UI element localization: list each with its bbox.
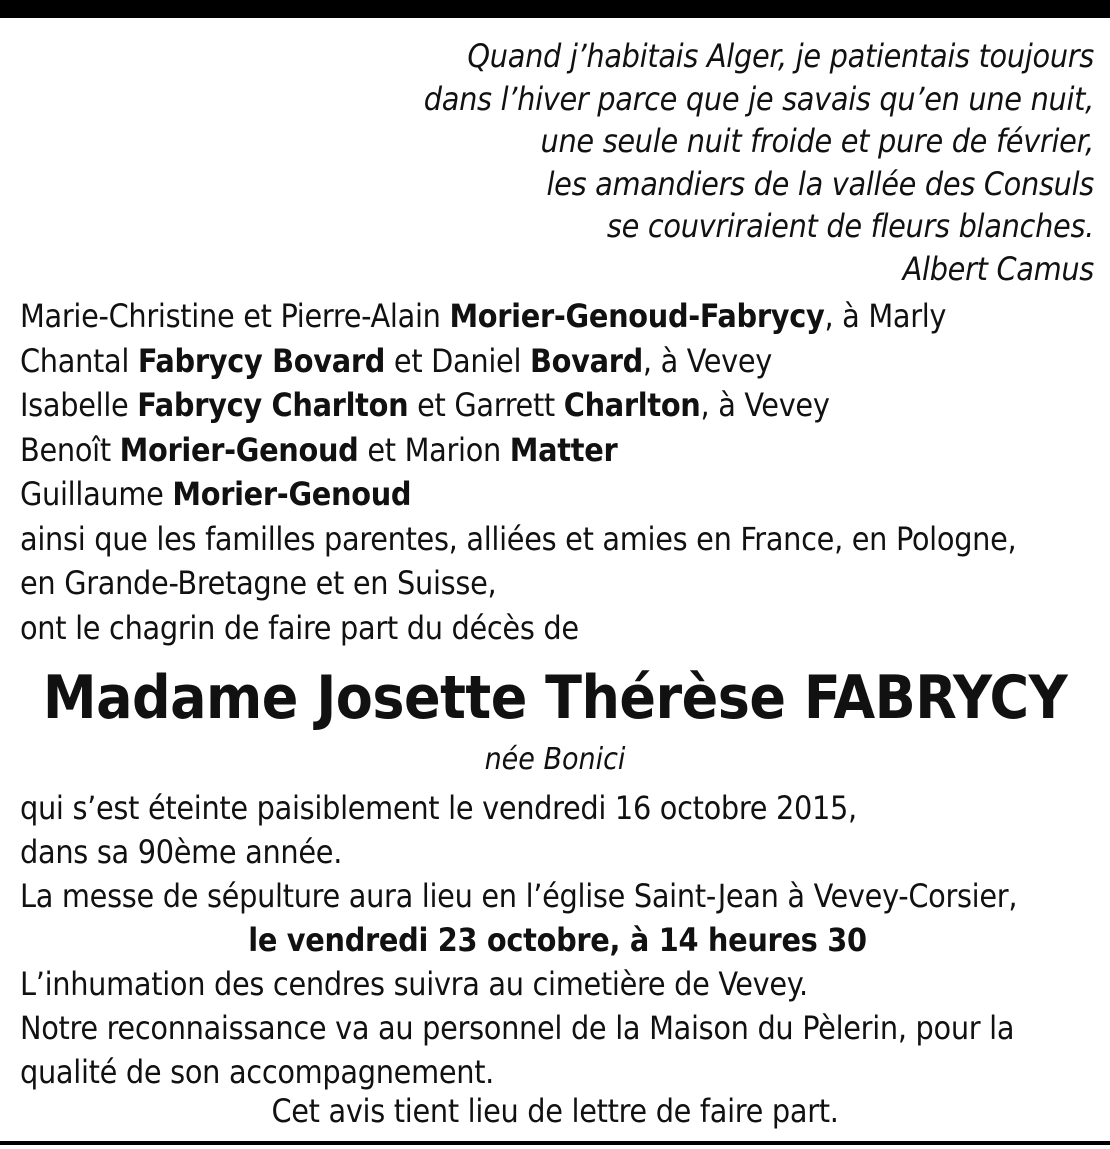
family-text-line: ainsi que les familles parentes, alliées et amies en France, en Pologne, — [20, 519, 1017, 558]
family-surname: Matter — [509, 430, 618, 469]
family-line: Benoît Morier-Genoud et Marion Matter — [20, 430, 618, 469]
family-line: Guillaume Morier-Genoud — [20, 475, 412, 513]
mass-line: La messe de sépulture aura lieu en l’église Saint-Jean à Vevey-Corsier, — [20, 877, 1018, 915]
maiden-name: née Bonici — [484, 742, 626, 777]
quote-line: les amandiers de la vallée des Consuls — [546, 164, 1094, 203]
age-line: dans sa 90ème année. — [20, 833, 343, 871]
family-line: Marie-Christine et Pierre-Alain Morier-Genoud-Fabrycy, à Marly — [20, 297, 947, 335]
family-surname: Morier-Genoud — [172, 475, 412, 513]
notice-body — [20, 786, 1095, 1094]
epigraph-quote — [194, 35, 1094, 290]
family-surname: Morier-Genoud-Fabrycy — [449, 297, 825, 335]
death-line: qui s’est éteinte paisiblement le vendredi 16 octobre 2015, — [20, 789, 857, 827]
family-surname: Charlton — [563, 386, 701, 424]
quote-line: dans l’hiver parce que je savais qu’en une nuit, — [423, 79, 1094, 118]
family-list — [20, 294, 1095, 650]
quote-line: une seule nuit froide et pure de février, — [540, 122, 1094, 160]
family-surname: Fabrycy Charlton — [137, 386, 409, 424]
family-line: Chantal Fabrycy Bovard et Daniel Bovard, à Vevey — [20, 341, 772, 380]
burial-line: L’inhumation des cendres suivra au cimetière de Vevey. — [20, 965, 808, 1003]
family-line: Isabelle Fabrycy Charlton et Garrett Charlton, à Vevey — [20, 386, 830, 424]
bottom-border-rule — [0, 1141, 1110, 1145]
top-border-rule — [0, 0, 1110, 18]
quote-line: Quand j’habitais Alger, je patientais toujours — [467, 37, 1094, 75]
family-text-line: en Grande-Bretagne et en Suisse, — [20, 564, 497, 602]
deceased-name: Madame Josette Thérèse FABRYCY — [42, 663, 1068, 733]
family-surname: Morier-Genoud — [119, 430, 359, 469]
family-text-line: ont le chagrin de faire part du décès de — [20, 608, 579, 647]
service-date-time: le vendredi 23 octobre, à 14 heures 30 — [248, 921, 867, 959]
family-surname: Fabrycy Bovard — [137, 341, 386, 380]
thanks-line: qualité de son accompagnement. — [20, 1053, 495, 1091]
family-surname: Bovard — [530, 341, 643, 380]
closing-line: Cet avis tient lieu de lettre de faire part. — [271, 1092, 839, 1130]
thanks-line: Notre reconnaissance va au personnel de la Maison du Pèlerin, pour la — [20, 1009, 1015, 1047]
quote-author: Albert Camus — [902, 249, 1094, 288]
quote-line: se couvriraient de fleurs blanches. — [606, 207, 1094, 245]
